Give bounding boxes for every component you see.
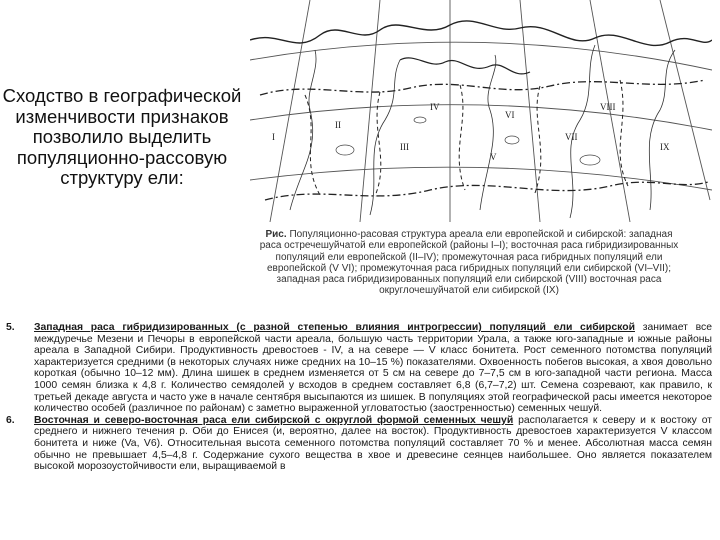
range-boundary [260,80,705,95]
parallel-line [250,167,712,190]
item-heading: Восточная и северо-восточная раса ели сибирской с округлой формой семенных чешуй [34,414,514,426]
lake [580,155,600,165]
region-label: III [400,142,409,152]
item-number: 5. [6,322,15,333]
item-number: 6. [6,414,15,426]
region-label: VIII [600,102,616,112]
item-body: занимает все междуречье Мезени и Печоры в европейской части ареала, большую часть территории Урала, а также юго-западные и южные районы ареала в Западной Сибири. Продуктивность древостоев - IV, а на севере — V класс бонитета. Рост семенного потомства популяций характеризуется средними (в некоторых случаях ниже средних на 10–15 %) показателями. Охвоенность побегов высокая, а хвоя довольно короткая (обычно 10–12 мм). Длина шишек в среднем изменяется от 5 см на севере до 7–7,5 см в юго-западной части региона. Масса 1000 семян близка к 4,8 г. Количество семядолей у всходов в среднем составляет 6,8 (6,7–7,2) шт. Семена созревают, как правило, к третьей декаде августа и часто уже в начале сентября высыпаются из шишек. В популяциях этой географической расы имеется некоторое количество особей (различное по районам) с заметно выраженной угловатостью (заостренностью) семенных чешуй. [34,322,712,415]
region-label: IX [660,142,670,152]
coastline [250,21,712,45]
parallel-line [250,105,712,130]
range-boundary [265,182,708,200]
meridian-line [360,0,380,222]
slide-title: Сходство в географической изменчивости признаков позволило выделить популяционно-рассовую структуру ели: [2,85,242,188]
region-label: VII [565,132,578,142]
meridian-line [270,0,310,222]
region-label: IV [430,102,440,112]
list-item [6,415,712,473]
race-boundary [620,80,628,186]
coastline [400,58,530,74]
item-heading: Западная раса гибридизированных (с разной степенью влияния интрогрессии) популяций ели сибирской [34,322,635,333]
lake [414,117,426,123]
range-map-drawing [250,0,712,222]
meridian-line [660,0,710,200]
race-list [6,322,712,473]
river [480,55,496,210]
race-boundary [459,85,465,190]
caption-label: Рис. [265,229,287,240]
parallel-line [250,42,712,70]
region-label: I [272,132,275,142]
lake [505,136,519,144]
region-label: VI [505,110,515,120]
region-label: II [335,120,341,130]
lake [336,145,354,155]
list-item [6,322,712,415]
item-body: располагается к северу и к востоку от среднего и нижнего течения р. Оби до Енисея (и, вероятно, далее на восток). Продуктивность древостоев характеризуется V классом бонитета и ниже (Va, V6). Относительная высота семенного потомства популяций составляет 70 % и менее. Абсолютная масса семян обычно не превышает 4,5–4,8 г. Содержание сухого вещества в хвое и древесине сеянцев наибольшее. Оно является показателем высокой морозоустойчивости ели, выращиваемой в [34,414,713,473]
figure-caption [258,229,680,297]
region-label: V [490,152,497,162]
range-map [250,0,712,222]
river [649,50,675,210]
river [290,50,316,210]
river [370,60,400,215]
race-boundary [305,95,320,195]
race-boundary [375,92,381,196]
caption-text: Популяционно-расовая структура ареала ели европейской и сибирской: западная раса остречешуйчатой ели европейской (районы I–I); восточная раса гибридизированных популяций ели европейской (II–IV); промежуточная раса гибридных популяций ели европейской (V VI); промежуточная раса гибридных популяций ели сибирской (VI–VII); западная раса гибридизированных популяций ели сибирской (VIII) восточная раса округлочешуйчатой ели сибирской (IX) [259,229,679,297]
